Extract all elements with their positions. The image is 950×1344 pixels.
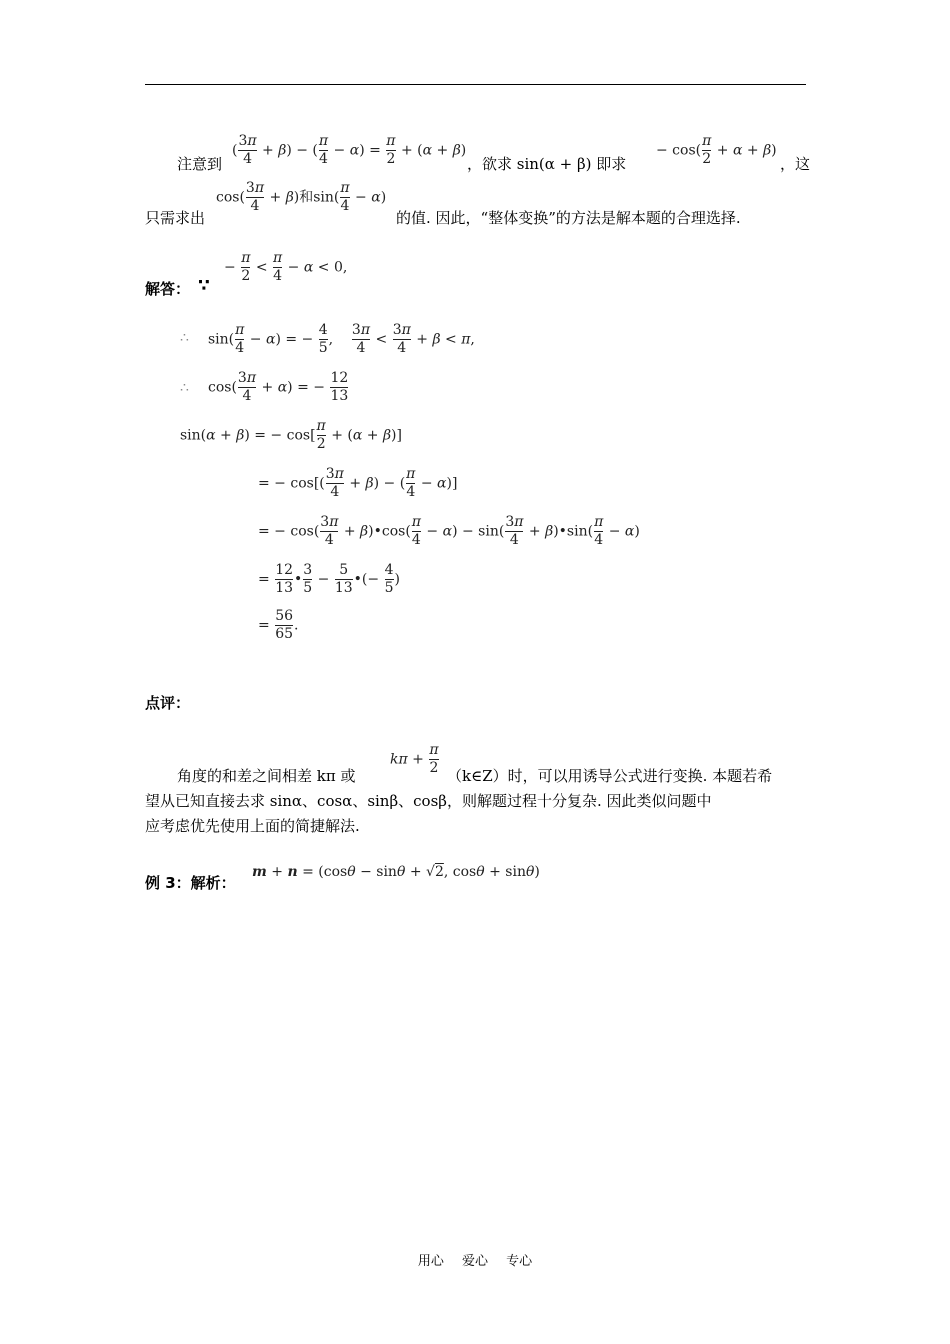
page-footer: 用心 爱心 专心 <box>417 1254 533 1269</box>
answer-label: 解答： <box>145 280 191 298</box>
comment-text-d: 应考虑优先使用上面的简捷解法. <box>145 817 360 835</box>
formula-cos-sin: cos( $\frac{3\pi}{4}$ + β)和sin( $\frac{\pi}{4}$ − α) <box>216 180 387 214</box>
formula-step-5: = $\frac{56}{65}$ . <box>258 608 299 642</box>
formula-range: − $\frac{\pi}{2}$ < $\frac{\pi}{4}$ − α < 0, <box>224 250 348 284</box>
header-rule <box>145 84 806 85</box>
formula-neg-cos: − cos( $\frac{\pi}{2}$ + α + β) <box>656 133 777 167</box>
comment-text-a: 角度的和差之间相差 kπ 或 <box>177 767 356 785</box>
therefore-2: ∴ <box>180 380 189 396</box>
comment-text-c: 望从已知直接去求 sinα、cosα、sinβ、cosβ，则解题过程十分复杂. 因此类似问题中 <box>145 792 712 810</box>
formula-angle-identity: ( $\frac{3\pi}{4}$ + β) − ( $\frac{\pi}{4}$ − α) = $\frac{\pi}{2}$ + (α + β) <box>232 133 467 167</box>
formula-k-pi: kπ + $\frac{\pi}{2}$ <box>390 742 439 776</box>
para1-text-e: 的值. 因此，“整体变换”的方法是解本题的合理选择. <box>396 209 741 227</box>
comment-text-b: （k∈Z）时，可以用诱导公式进行变换. 本题若希 <box>447 767 773 785</box>
para1-text-d: 只需求出 <box>145 209 206 227</box>
para1-text-a: 注意到 <box>177 155 223 173</box>
comment-label: 点评： <box>145 694 191 712</box>
formula-cos-value: cos( $\frac{3\pi}{4}$ + α) = − $\frac{12}{13}$ <box>208 370 349 404</box>
formula-step-4: = $\frac{12}{13}$ • $\frac{3}{5}$ − $\frac{5}{13}$ •(− $\frac{4}{5}$ ) <box>258 562 400 596</box>
para1-text-c: ，这 <box>780 155 811 173</box>
formula-m-plus-n: m + n = (cosθ − sinθ + √2, cosθ + sinθ) <box>252 864 540 880</box>
formula-sin-value: sin( $\frac{\pi}{4}$ − α) = − $\frac{4}{5}$ , $\frac{3\pi}{4}$ < $\frac{3\pi}{4}$ + β < π, <box>208 322 475 356</box>
formula-step-3: = − cos( $\frac{3\pi}{4}$ + β)•cos( $\frac{\pi}{4}$ − α) − sin( $\frac{3\pi}{4}$ + β)•sin( $\frac{\pi}{4}$ − α) <box>258 514 640 548</box>
example3-label: 例 3：解析： <box>145 874 236 892</box>
because-symbol: ∵ <box>198 276 210 296</box>
therefore-1: ∴ <box>180 330 189 346</box>
formula-step-1: sin(α + β) = − cos[ $\frac{\pi}{2}$ + (α + β)] <box>180 418 402 452</box>
formula-step-2: = − cos[( $\frac{3\pi}{4}$ + β) − ( $\frac{\pi}{4}$ − α)] <box>258 466 458 500</box>
para1-text-b: ，欲求 sin(α + β) 即求 <box>467 155 627 173</box>
